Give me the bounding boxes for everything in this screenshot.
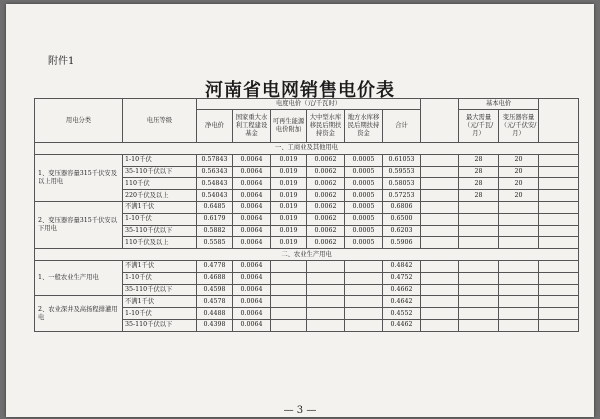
- price-large: [307, 260, 345, 272]
- price-renew: [271, 319, 307, 331]
- empty-cell: [539, 272, 579, 284]
- empty-cell: [539, 190, 579, 202]
- price-water: 0.0064: [233, 260, 271, 272]
- header-category: 用电分类: [35, 99, 123, 143]
- price-local: 0.0005: [345, 201, 383, 213]
- max-demand-price: [459, 308, 499, 320]
- empty-cell: [421, 213, 459, 225]
- max-demand-price: 28: [459, 178, 499, 190]
- attachment-label: 附件1: [48, 56, 75, 67]
- price-net: 0.4688: [197, 272, 233, 284]
- empty-cell: [421, 308, 459, 320]
- voltage-level: 110千伏及以上: [123, 237, 197, 249]
- price-water: 0.0064: [233, 201, 271, 213]
- max-demand-price: 28: [459, 190, 499, 202]
- price-local: 0.0005: [345, 190, 383, 202]
- price-large: 0.0062: [307, 225, 345, 237]
- empty-cell: [421, 178, 459, 190]
- price-local: [345, 272, 383, 284]
- max-demand-price: [459, 284, 499, 296]
- price-total: 0.6500: [383, 213, 421, 225]
- price-total: 0.4462: [383, 319, 421, 331]
- price-renew: 0.019: [271, 225, 307, 237]
- price-net: 0.4578: [197, 296, 233, 308]
- price-renew: [271, 284, 307, 296]
- empty-cell: [421, 319, 459, 331]
- capacity-price: [499, 260, 539, 272]
- voltage-level: 不满1千伏: [123, 296, 197, 308]
- price-net: 0.4778: [197, 260, 233, 272]
- max-demand-price: [459, 237, 499, 249]
- price-net: 0.56343: [197, 166, 233, 178]
- price-total: 0.4642: [383, 296, 421, 308]
- voltage-level: 1-10千伏: [123, 154, 197, 166]
- category-label: 2、农业深井及高扬程排灌用电: [35, 296, 123, 331]
- price-water: 0.0064: [233, 284, 271, 296]
- price-renew: 0.019: [271, 178, 307, 190]
- price-net: 0.4398: [197, 319, 233, 331]
- voltage-level: 1-10千伏: [123, 272, 197, 284]
- price-water: 0.0064: [233, 190, 271, 202]
- max-demand-price: [459, 201, 499, 213]
- empty-cell: [539, 284, 579, 296]
- category-label: 2、变压器容量315千伏安以下用电: [35, 201, 123, 248]
- capacity-price: [499, 213, 539, 225]
- max-demand-price: [459, 225, 499, 237]
- price-renew: 0.019: [271, 201, 307, 213]
- header-energy-price: 电度电价（元/千瓦时）: [197, 99, 421, 110]
- price-local: 0.0005: [345, 166, 383, 178]
- header-voltage: 电压等级: [123, 99, 197, 143]
- price-water: 0.0064: [233, 154, 271, 166]
- capacity-price: [499, 319, 539, 331]
- empty-cell: [539, 201, 579, 213]
- price-large: 0.0062: [307, 237, 345, 249]
- section-row: [35, 249, 579, 261]
- price-renew: 0.019: [271, 237, 307, 249]
- page-number: — 3 —: [283, 405, 317, 416]
- empty-cell: [539, 225, 579, 237]
- price-local: [345, 308, 383, 320]
- max-demand-price: 28: [459, 154, 499, 166]
- price-net: 0.5882: [197, 225, 233, 237]
- voltage-level: 35-110千伏以下: [123, 319, 197, 331]
- document-title: 河南省电网销售电价表: [205, 80, 395, 101]
- category-label: 1、变压器容量315千伏安及以上用电: [35, 154, 123, 201]
- price-water: 0.0064: [233, 178, 271, 190]
- price-water: 0.0064: [233, 272, 271, 284]
- table-row: [35, 296, 579, 308]
- price-renew: 0.019: [271, 154, 307, 166]
- price-local: [345, 284, 383, 296]
- price-water: 0.0064: [233, 308, 271, 320]
- section-title: 一、工商业及其他用电: [35, 143, 579, 155]
- header-net-price: 净电价: [197, 110, 233, 143]
- voltage-level: 35-110千伏以下: [123, 284, 197, 296]
- price-large: 0.0062: [307, 178, 345, 190]
- price-total: 0.4552: [383, 308, 421, 320]
- capacity-price: 20: [499, 166, 539, 178]
- price-renew: 0.019: [271, 166, 307, 178]
- price-renew: [271, 296, 307, 308]
- voltage-level: 110千伏: [123, 178, 197, 190]
- section-title: 二、农业生产用电: [35, 249, 579, 261]
- price-total: 0.57253: [383, 190, 421, 202]
- empty-cell: [539, 166, 579, 178]
- header-spacer: [539, 99, 579, 143]
- price-large: [307, 308, 345, 320]
- max-demand-price: [459, 260, 499, 272]
- price-local: 0.0005: [345, 178, 383, 190]
- price-total: 0.6806: [383, 201, 421, 213]
- empty-cell: [421, 296, 459, 308]
- section-row: [35, 143, 579, 155]
- table-row: [35, 201, 579, 213]
- empty-cell: [421, 237, 459, 249]
- empty-cell: [539, 213, 579, 225]
- empty-cell: [421, 201, 459, 213]
- price-local: [345, 319, 383, 331]
- price-water: 0.0064: [233, 225, 271, 237]
- price-large: [307, 319, 345, 331]
- price-total: 0.5906: [383, 237, 421, 249]
- voltage-level: 不满1千伏: [123, 260, 197, 272]
- empty-cell: [539, 260, 579, 272]
- max-demand-price: [459, 319, 499, 331]
- price-renew: [271, 308, 307, 320]
- price-net: 0.6179: [197, 213, 233, 225]
- capacity-price: 20: [499, 154, 539, 166]
- price-renew: 0.019: [271, 190, 307, 202]
- empty-cell: [539, 308, 579, 320]
- price-water: 0.0064: [233, 166, 271, 178]
- price-net: 0.5585: [197, 237, 233, 249]
- empty-cell: [539, 296, 579, 308]
- price-local: 0.0005: [345, 213, 383, 225]
- header-major-water: 国家重大水利工程建设基金: [233, 110, 271, 143]
- table-row: [35, 260, 579, 272]
- price-table: [34, 98, 579, 332]
- price-large: 0.0062: [307, 154, 345, 166]
- voltage-level: 35-110千伏以下: [123, 166, 197, 178]
- price-total: 0.4662: [383, 284, 421, 296]
- max-demand-price: [459, 272, 499, 284]
- capacity-price: [499, 237, 539, 249]
- capacity-price: [499, 272, 539, 284]
- table-row: [35, 154, 579, 166]
- capacity-price: 20: [499, 178, 539, 190]
- price-local: [345, 296, 383, 308]
- price-net: 0.54843: [197, 178, 233, 190]
- voltage-level: 1-10千伏: [123, 213, 197, 225]
- price-water: 0.0064: [233, 319, 271, 331]
- capacity-price: [499, 308, 539, 320]
- max-demand-price: [459, 213, 499, 225]
- price-total: 0.59553: [383, 166, 421, 178]
- price-total: 0.4752: [383, 272, 421, 284]
- capacity-price: [499, 284, 539, 296]
- empty-cell: [539, 154, 579, 166]
- header-large-reservoir: 大中型水库移民后期扶持资金: [307, 110, 345, 143]
- max-demand-price: 28: [459, 166, 499, 178]
- max-demand-price: [459, 296, 499, 308]
- empty-cell: [421, 272, 459, 284]
- price-net: 0.57843: [197, 154, 233, 166]
- price-total: 0.58053: [383, 178, 421, 190]
- price-water: 0.0064: [233, 296, 271, 308]
- empty-cell: [539, 319, 579, 331]
- price-local: 0.0005: [345, 154, 383, 166]
- category-label: 1、一般农业生产用电: [35, 260, 123, 295]
- capacity-price: 20: [499, 190, 539, 202]
- price-large: [307, 272, 345, 284]
- price-large: 0.0062: [307, 213, 345, 225]
- capacity-price: [499, 296, 539, 308]
- price-water: 0.0064: [233, 213, 271, 225]
- header-local-reservoir: 地方水库移民后期扶持资金: [345, 110, 383, 143]
- price-large: 0.0062: [307, 201, 345, 213]
- header-spacer: [421, 99, 459, 143]
- header-max-demand: 最大需量（元/千瓦/月）: [459, 110, 499, 143]
- price-net: 0.4488: [197, 308, 233, 320]
- price-local: 0.0005: [345, 237, 383, 249]
- price-local: [345, 260, 383, 272]
- price-net: 0.6485: [197, 201, 233, 213]
- price-total: 0.61053: [383, 154, 421, 166]
- voltage-level: 1-10千伏: [123, 308, 197, 320]
- header-renewable: 可再生能源电价附加: [271, 110, 307, 143]
- price-local: 0.0005: [345, 225, 383, 237]
- price-total: 0.6203: [383, 225, 421, 237]
- header-basic-price: 基本电价: [459, 99, 539, 110]
- empty-cell: [421, 190, 459, 202]
- price-renew: [271, 272, 307, 284]
- header-total: 合计: [383, 110, 421, 143]
- empty-cell: [539, 237, 579, 249]
- voltage-level: 220千伏及以上: [123, 190, 197, 202]
- price-total: 0.4842: [383, 260, 421, 272]
- empty-cell: [421, 260, 459, 272]
- empty-cell: [421, 166, 459, 178]
- price-net: 0.4598: [197, 284, 233, 296]
- empty-cell: [539, 178, 579, 190]
- capacity-price: [499, 201, 539, 213]
- price-large: [307, 296, 345, 308]
- empty-cell: [421, 284, 459, 296]
- capacity-price: [499, 225, 539, 237]
- price-water: 0.0064: [233, 237, 271, 249]
- empty-cell: [421, 154, 459, 166]
- price-renew: [271, 260, 307, 272]
- price-net: 0.54043: [197, 190, 233, 202]
- empty-cell: [421, 225, 459, 237]
- price-large: 0.0062: [307, 190, 345, 202]
- price-large: [307, 284, 345, 296]
- header-transformer-capacity: 变压器容量（元/千伏安/月）: [499, 110, 539, 143]
- voltage-level: 不满1千伏: [123, 201, 197, 213]
- voltage-level: 35-110千伏以下: [123, 225, 197, 237]
- price-renew: 0.019: [271, 213, 307, 225]
- price-large: 0.0062: [307, 166, 345, 178]
